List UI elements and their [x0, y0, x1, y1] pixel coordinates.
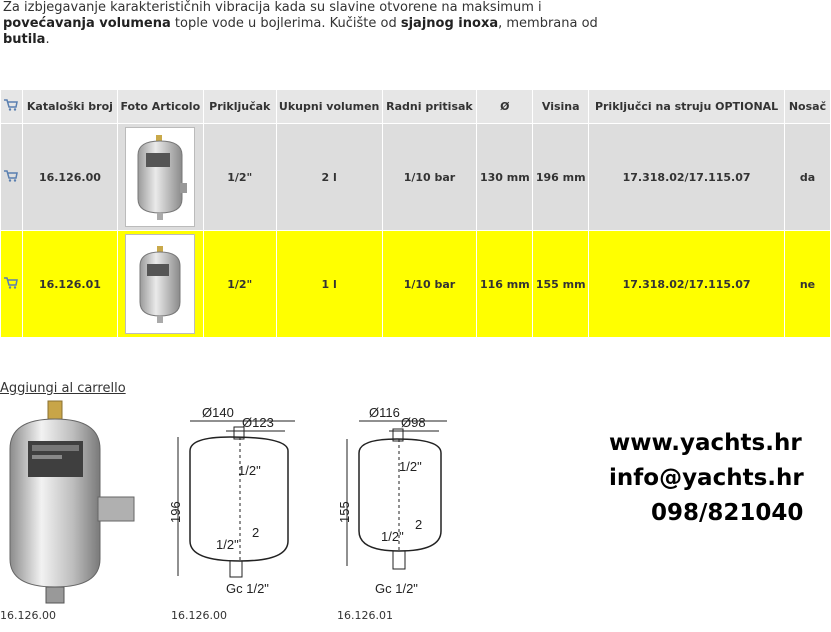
- header-catalog: Kataloški broj: [22, 90, 117, 124]
- cell-height: 155 mm: [533, 231, 589, 338]
- add-to-cart-link[interactable]: Aggiungi al carrello: [0, 381, 126, 396]
- header-diameter: Ø: [477, 90, 533, 124]
- table-header-row: [1, 90, 831, 124]
- diag1-bottom-port: Gc 1/2": [226, 581, 269, 596]
- cell-photo[interactable]: [117, 124, 203, 231]
- cell-diameter: 130 mm: [477, 124, 533, 231]
- contact-phone: 098/821040: [651, 500, 804, 526]
- diag2-top-port: 1/2": [399, 459, 422, 474]
- cell-volume: 1 l: [276, 231, 382, 338]
- cell-connection: 1/2": [203, 124, 276, 231]
- diag2-bottom-port: Gc 1/2": [375, 581, 418, 596]
- cell-pressure: 1/10 bar: [382, 124, 477, 231]
- header-pressure: Radni pritisak: [382, 90, 477, 124]
- header-power: Priključci na struju OPTIONAL: [589, 90, 785, 124]
- add-to-cart-icon[interactable]: [1, 124, 23, 231]
- cell-volume: 2 l: [276, 124, 382, 231]
- diag1-top-port: 1/2": [238, 463, 261, 478]
- cell-code: 16.126.00: [22, 124, 117, 231]
- diag2-outer-dim: Ø116: [369, 405, 400, 420]
- cell-code: 16.126.01: [22, 231, 117, 338]
- dimension-diagram-1: [170, 401, 310, 601]
- add-to-cart-icon[interactable]: [1, 231, 23, 338]
- diag2-height-dim: 155: [337, 501, 352, 523]
- diag1-height-dim: 196: [168, 501, 183, 523]
- product-table: [0, 89, 831, 338]
- diag2-num: 2: [415, 517, 423, 532]
- cell-pressure: 1/10 bar: [382, 231, 477, 338]
- cell-bracket: da: [784, 124, 830, 231]
- header-volume: Ukupni volumen: [276, 90, 382, 124]
- header-height: Visina: [533, 90, 589, 124]
- caption-diagram-1: 16.126.00: [171, 609, 227, 622]
- header-connection: Priključak: [203, 90, 276, 124]
- diag2-side-port: 1/2": [381, 529, 404, 544]
- dimension-diagram-2: [335, 401, 465, 601]
- diag2-inner-dim: Ø98: [401, 415, 426, 430]
- cell-bracket: ne: [784, 231, 830, 338]
- cell-diameter: 116 mm: [477, 231, 533, 338]
- cell-photo[interactable]: [117, 231, 203, 338]
- table-row: [1, 231, 831, 338]
- product-thumbnail[interactable]: [125, 127, 195, 227]
- product-thumbnail[interactable]: [125, 234, 195, 334]
- caption-diagram-2: 16.126.01: [337, 609, 393, 622]
- contact-block: [609, 426, 804, 531]
- intro-text: Za izbjegavanje karakterističnih vibracija kada su slavine otvorene na maksimum i povećavanja volumena tople vode u bojlerima. Kučište od sjajnog inoxa, membrana od butila.: [3, 0, 598, 47]
- cell-power: 17.318.02/17.115.07: [589, 124, 785, 231]
- caption-photo: 16.126.00: [0, 609, 56, 622]
- product-photo: [0, 399, 140, 604]
- header-bracket: Nosač: [784, 90, 830, 124]
- diag1-outer-dim: Ø140: [202, 405, 234, 420]
- cell-power: 17.318.02/17.115.07: [589, 231, 785, 338]
- contact-website: www.yachts.hr: [609, 430, 802, 456]
- diag1-side-port: 1/2": [216, 537, 239, 552]
- header-photo: Foto Articolo: [117, 90, 203, 124]
- cell-height: 196 mm: [533, 124, 589, 231]
- diag1-num: 2: [252, 525, 260, 540]
- diag1-inner-dim: Ø123: [242, 415, 274, 430]
- cell-connection: 1/2": [203, 231, 276, 338]
- table-row: [1, 124, 831, 231]
- header-cart-icon: [1, 90, 23, 124]
- contact-email: info@yachts.hr: [609, 465, 804, 491]
